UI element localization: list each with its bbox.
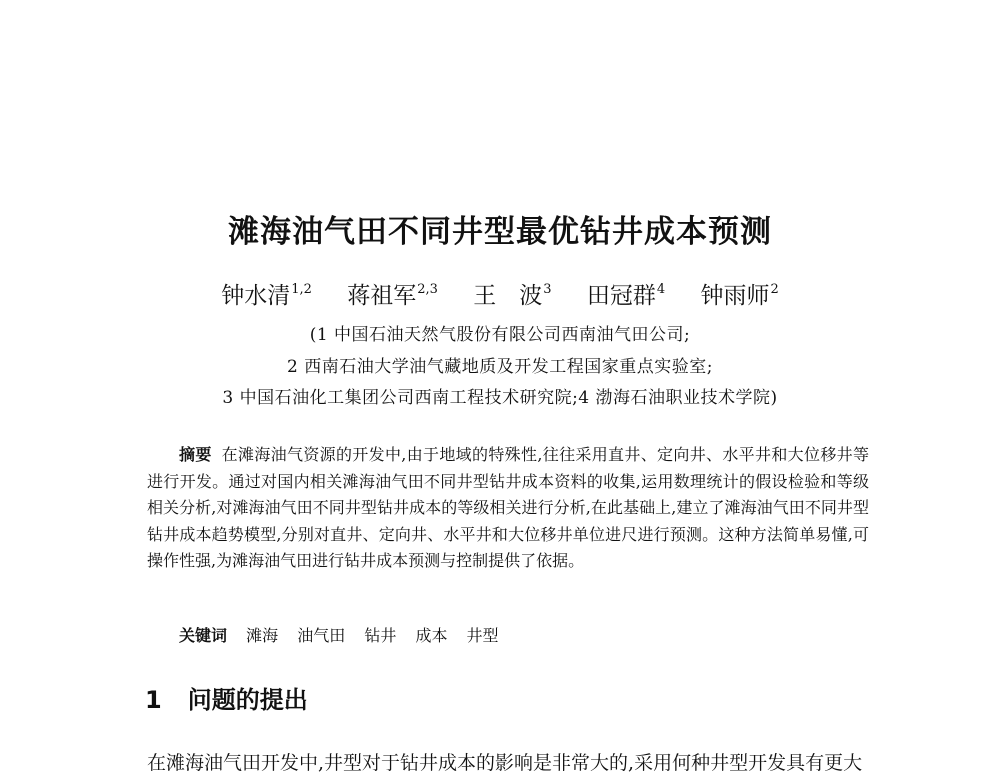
author-name: 钟水清 [221, 283, 291, 309]
keywords-label: 关键词 [179, 626, 228, 645]
abstract-label: 摘要 [179, 445, 212, 464]
author-name: 田冠群 [586, 283, 656, 309]
author-list [0, 277, 1000, 310]
paper-title: 滩海油气田不同井型最优钻井成本预测 [228, 214, 772, 250]
author-affiliation-mark: 2,3 [417, 282, 438, 297]
author-3 [473, 277, 551, 310]
section-number: 1 [145, 686, 162, 714]
author-1 [221, 277, 312, 310]
abstract-text: 在滩海油气资源的开发中,由于地域的特殊性,往往采用直井、定向井、水平井和大位移井等进行开发。通过对国内相关滩海油气田不同井型钻井成本资料的收集,运用数理统计的假设检验和等级相关分析,对滩海油气田不同井型钻井成本的等级相关进行分析,在此基础上,建立了滩海油气田不同井型钻井成本趋势模型,分别对直井、定向井、水平井和大位移井单位进尺进行预测。这种方法简单易懂,可操作性强,为滩海油气田进行钻井成本预测与控制提供了依据。 [147, 445, 869, 570]
keyword: 滩海 [246, 626, 279, 645]
author-2 [347, 277, 438, 310]
affiliation-line-2: 2 西南石油大学油气藏地质及开发工程国家重点实验室; [287, 357, 713, 377]
keyword: 油气田 [297, 626, 346, 645]
author-5 [700, 277, 778, 310]
author-4 [587, 277, 665, 310]
author-name: 钟雨师 [700, 283, 770, 309]
section-title: 问题的提出 [187, 686, 308, 714]
author-affiliation-mark: 3 [543, 282, 552, 297]
author-name: 王 波 [473, 283, 543, 309]
section-heading [145, 680, 308, 715]
author-name: 蒋祖军 [347, 283, 417, 309]
keyword: 成本 [415, 626, 448, 645]
author-affiliation-mark: 1,2 [291, 282, 312, 297]
affiliation-line-1: (1 中国石油天然气股份有限公司西南油气田公司; [309, 325, 691, 345]
keyword: 井型 [466, 626, 499, 645]
affiliation-line-3: 3 中国石油化工集团公司西南工程技术研究院;4 渤海石油职业技术学院) [222, 388, 778, 408]
keywords [179, 623, 513, 646]
abstract [147, 442, 869, 575]
body-paragraph: 在滩海油气田开发中,井型对于钻井成本的影响是非常大的,采用何种井型开发具有更大 [147, 752, 863, 774]
keyword: 钻井 [364, 626, 397, 645]
author-affiliation-mark: 2 [770, 282, 779, 297]
author-affiliation-mark: 4 [656, 282, 666, 297]
